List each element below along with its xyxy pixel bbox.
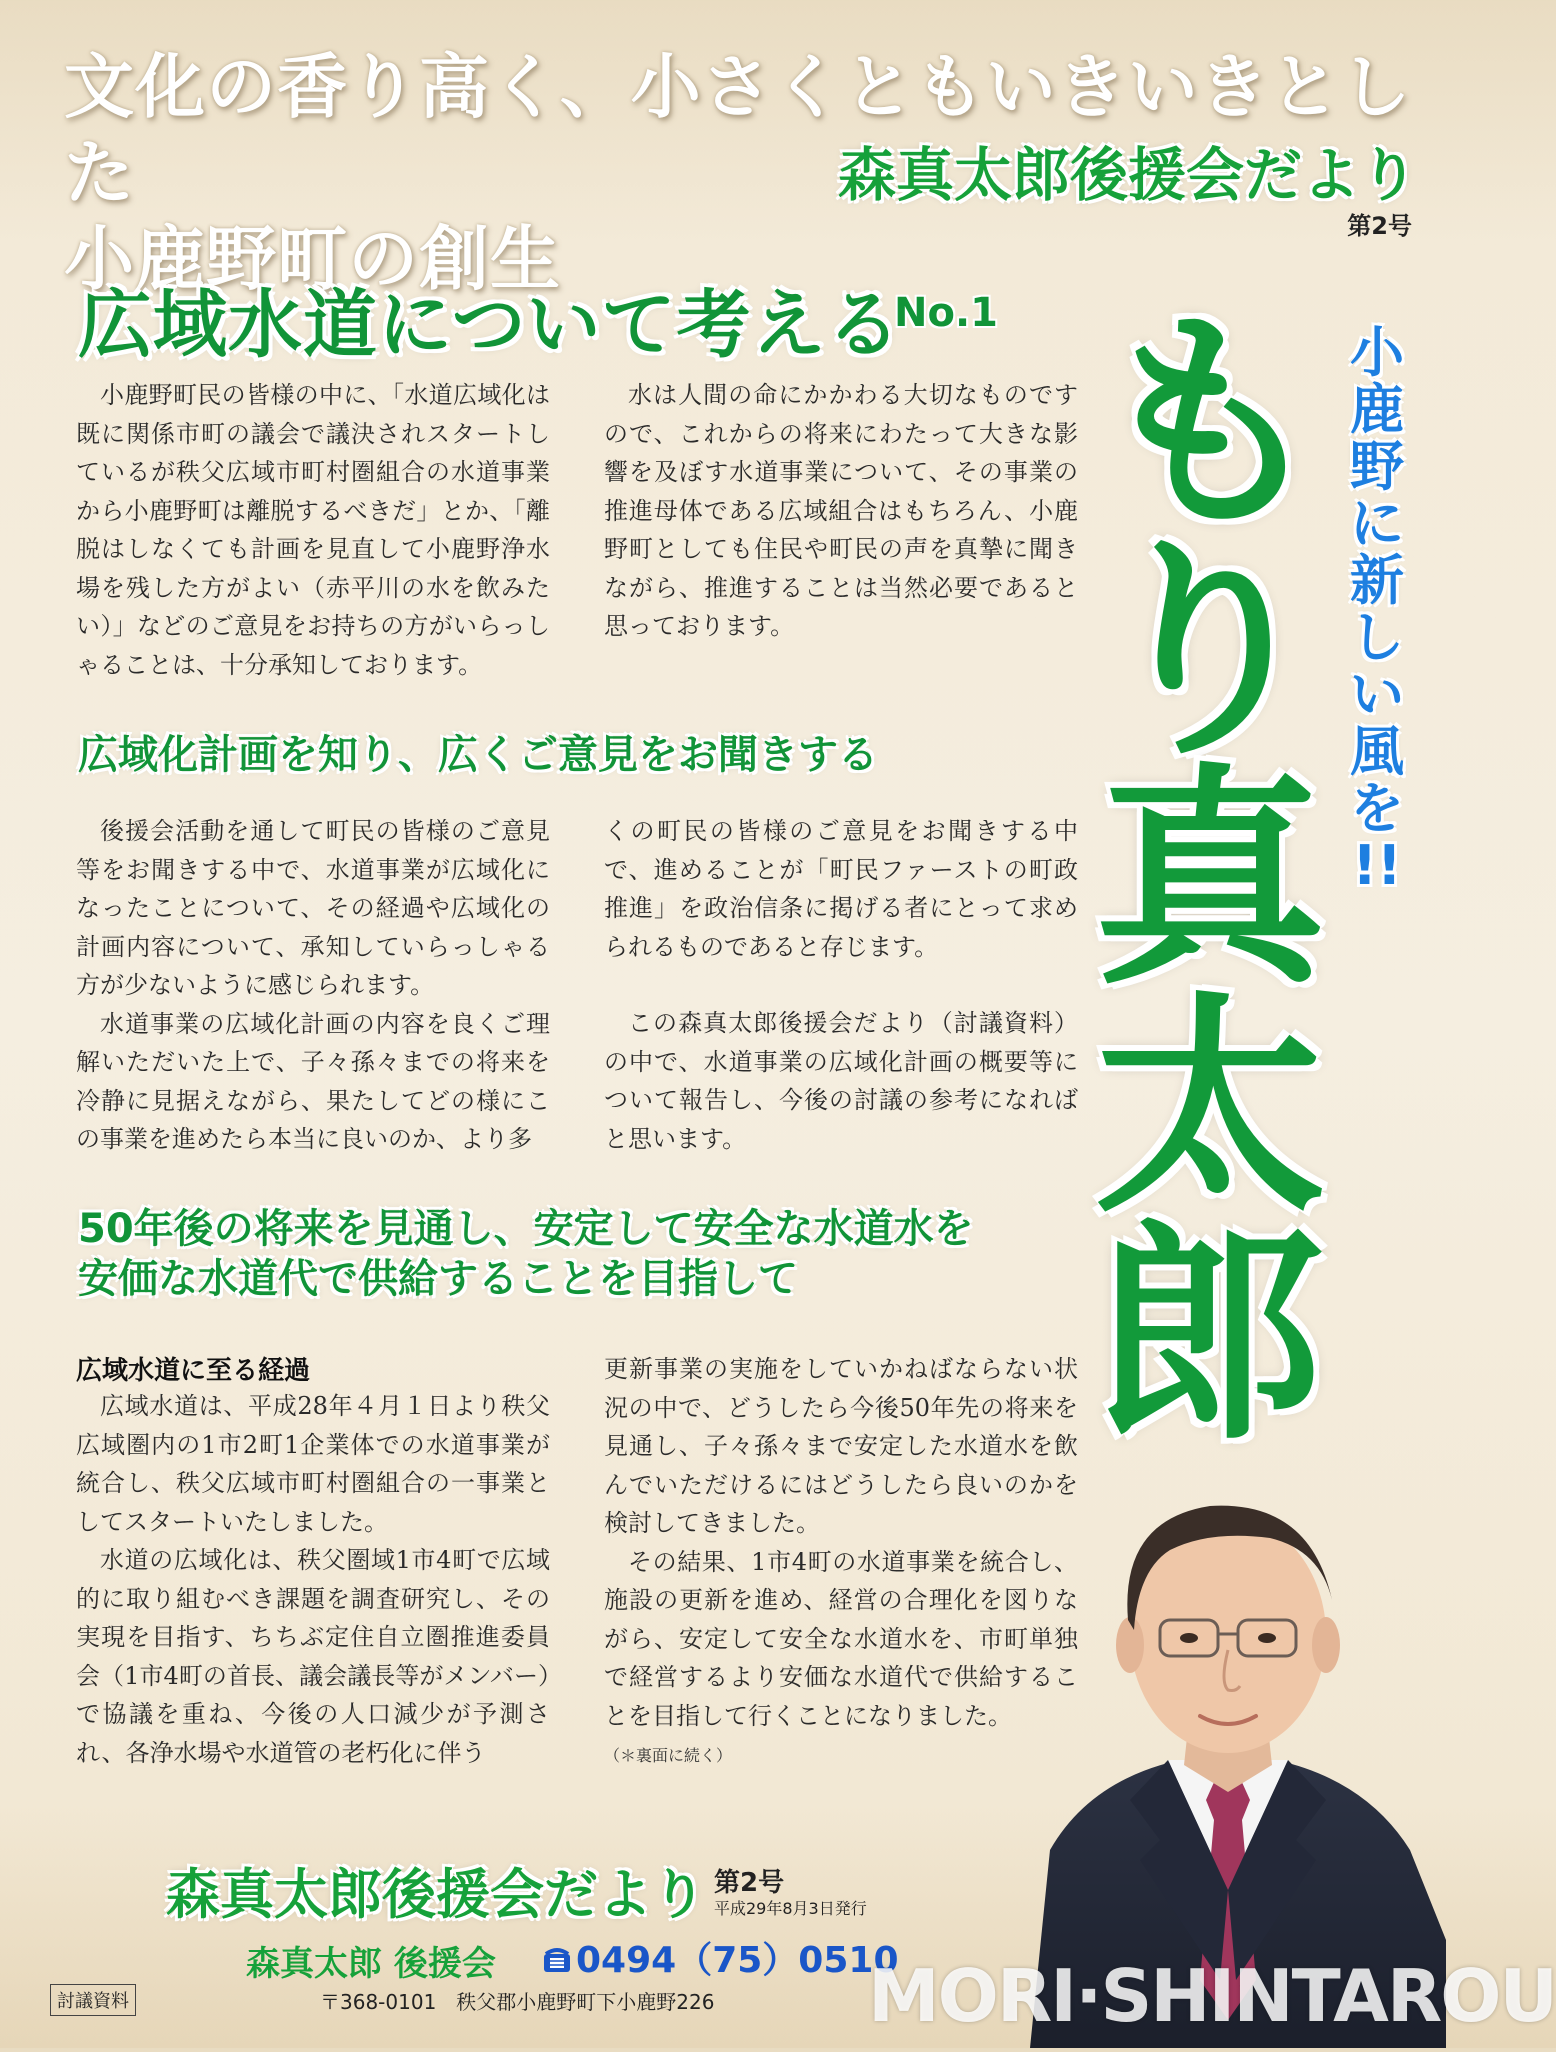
newsletter-name: 森真太郎後援会だより <box>837 141 1418 209</box>
slogan-line-1: 文化の香り高く、小さくともいきいきとした <box>64 46 1412 214</box>
tagline-char: い <box>1350 663 1404 726</box>
feature-number: No.1 <box>894 290 998 336</box>
footer-phone <box>542 1932 899 1983</box>
tagline-char: !! <box>1352 834 1402 897</box>
issue-number: 第2号 <box>1347 212 1412 240</box>
tagline-char: に <box>1350 492 1404 555</box>
candidate-name-char: も <box>1093 289 1326 559</box>
phone-icon <box>542 1942 572 1983</box>
section3-column-1 <box>76 1350 550 1772</box>
section2-col2-para1: くの町民の皆様のご意見をお聞きする中で、進めることが「町民ファーストの町政推進」を政治信条に掲げる者にとって求められるものであると存じます。 <box>604 817 1078 961</box>
phone-number: 0494（75）0510 <box>576 1940 899 1981</box>
discussion-material-tag: 討議資料 <box>50 1984 136 2016</box>
tagline-char: 野 <box>1350 435 1404 498</box>
section3-col2-para1: 更新事業の実施をしていかねばならない状況の中で、どうしたら今後50年先の将来を見通し、子々孫々まで安定した水道水を飲んでいただけるにはどうしたら良いのかを検討してきました。 <box>604 1355 1078 1537</box>
footer-organization: 森真太郎 後援会 <box>246 1944 496 1984</box>
footer-issue-number: 第2号 <box>714 1868 785 1898</box>
section3-heading-line-1: 50年後の将来を見通し、安定して安全な水道水を <box>78 1206 974 1252</box>
footer-publish-date: 平成29年8月3日発行 <box>714 1899 867 1918</box>
intro-column-1: 小鹿野町民の皆様の中に、「水道広域化は既に関係市町の議会で議決されスタートしているが秩父広域市町村圏組合の水道事業から小鹿野町は離脱するべきだ」とか、「離脱はしなくても計画を見直して小鹿野浄水場を残した方がよい（赤平川の水を飲みたい）」などのご意見をお持ちの方がいらっしゃることは、十分承知しております。 <box>76 381 550 679</box>
candidate-name-vertical <box>1090 289 1330 1471</box>
section2-heading: 広域化計画を知り、広くご意見をお聞きする <box>78 732 878 778</box>
section2-col1-para1: 後援会活動を通して町民の皆様のご意見等をお聞きする中で、水道事業が広域化になったことについて、その経過や広域化の計画内容について、承知していらっしゃる方が少ないように感じられます。 <box>76 817 550 999</box>
section3-column-2 <box>604 1350 1078 1766</box>
candidate-romaji: MORI·SHINTAROU <box>868 1954 1556 2038</box>
section3-col1-para1: 広域水道は、平成28年４月１日より秩父広域圏内の1市2町1企業体での水道事業が統合し、秩父広域市町村圏組合の一事業としてスタートいたしました。 <box>76 1392 550 1536</box>
footer-address: 〒368-0101 秩父郡小鹿野町下小鹿野226 <box>320 1990 715 2014</box>
footer-newsletter-name: 森真太郎後援会だより <box>166 1863 706 1926</box>
section3-heading-line-2: 安価な水道代で供給することを目指して <box>78 1256 798 1302</box>
candidate-name-char: り <box>1093 517 1326 787</box>
tagline-char: を <box>1350 777 1404 840</box>
section2-col2-para2: この森真太郎後援会だより（討議資料）の中で、水道事業の広域化計画の概要等について報告し、今後の討議の参考になればと思います。 <box>604 1009 1078 1153</box>
candidate-name-char: 真 <box>1093 745 1326 1015</box>
section3-col2-para2: その結果、1市4町の水道事業を統合し、施設の更新を進め、経営の合理化を図りながら、安定して安全な水道水を、市町単独で経営するより安価な水道代で供給することを目指して行くことになりました。 <box>604 1547 1078 1730</box>
tagline-char: 新 <box>1350 549 1404 612</box>
section2-column-1 <box>76 812 550 1159</box>
intro-column-2: 水は人間の命にかかわる大切なものですので、これからの将来にわたって大きな影響を及ぼす水道事業について、その事業の推進母体である広域組合はもちろん、小鹿野町としても住民や町民の声を真摯に聞きながら、推進することは当然必要であると思っております。 <box>604 381 1078 640</box>
feature-title: 広域水道について考える <box>78 282 902 368</box>
section3-col1-para2: 水道の広域化は、秩父圏域1市4町で広域的に取り組むべき課題を調査研究し、その実現を目指す、ちちぶ定住自立圏推進委員会（1市4町の首長、議会議長等がメンバー）で協議を重ね、今後の人口減少が予測され、各浄水場や水道管の老朽化に伴う <box>76 1546 550 1767</box>
section2-column-2 <box>604 812 1078 1158</box>
section3-subheading: 広域水道に至る経過 <box>76 1356 311 1386</box>
tagline-char: し <box>1350 606 1404 669</box>
tagline-char: 風 <box>1350 720 1404 783</box>
candidate-tagline-vertical <box>1342 321 1412 897</box>
candidate-name-char: 郎 <box>1093 1201 1326 1471</box>
section3-heading <box>78 1204 974 1304</box>
slogan-line-2: 小鹿野町の創生 <box>64 218 561 300</box>
tagline-char: 小 <box>1350 321 1404 384</box>
section2-col1-para2: 水道事業の広域化計画の内容を良くご理解いただいた上で、子々孫々までの将来を冷静に見据えながら、果たしてどの様にこの事業を進めたら本当に良いのか、より多 <box>76 1009 550 1153</box>
continued-note: （＊裏面に続く） <box>604 1746 733 1765</box>
tagline-char: 鹿 <box>1350 378 1404 441</box>
candidate-name-char: 太 <box>1093 973 1326 1243</box>
